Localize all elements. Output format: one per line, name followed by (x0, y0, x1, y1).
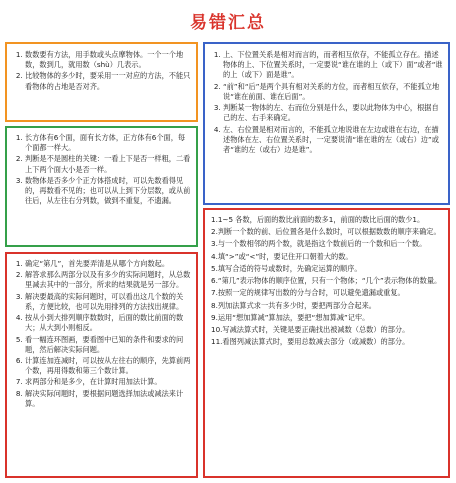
red-left-item-1: 1. 确定“第几”，首先要弄清是从哪个方向数起。 (25, 259, 192, 269)
orange-item-2: 2. 比较物体的多少时，要采用一一对应的方法，不能只看物体的占地是否对齐。 (25, 71, 192, 91)
blue-item-2: 2. “前”和“后”是两个具有相对关系的方位，而者相互依存，不能孤立地说“谁在前面、谁在后面”。 (223, 82, 444, 102)
red-right-item-10: 10.写减法算式时，关键是要正确找出被减数（总数）的部分。 (211, 324, 410, 334)
red-right-item-4: 4.填“>”或“<”时，要记住开口朝着大的数。 (211, 251, 353, 261)
blue-item-4: 4. 左、右位置是相对而言的，不能孤立地说谁在左边或谁在右边，在描述物体在左、右位置关系时，一定要说清“谁在谁的左（或右）边”或者“谁的左（或右）边是谁”。 (223, 125, 444, 156)
red-left-box-list (7, 254, 196, 409)
red-right-box (203, 208, 450, 478)
red-right-item-11: 11.看图列减法算式时，要用总数减去部分（或减数）的部分。 (211, 337, 410, 347)
green-box-list (7, 128, 196, 207)
red-left-item-2: 2. 解答求那么两部分以及有多少的实际问题时，从总数里减去其中的一部分，所求的结果就是另一部分。 (25, 270, 192, 290)
red-right-box-content (205, 210, 448, 347)
red-left-item-4: 4. 按从小到大排列顺序数数时，后面的数比前面的数大；从大到小则相反。 (25, 313, 192, 333)
red-right-item-9: 9.运用“想加算减”算加法，要把“想加算减”记牢。 (211, 312, 370, 322)
red-right-item-2: 2.判断一个数的前、后位置各是什么数时，可以根据数数的顺序来确定。 (211, 227, 441, 237)
green-box (5, 126, 198, 247)
green-item-1: 1. 长方体有6个面，面有长方体，正方体有6个面，每个面都一样大。 (25, 133, 192, 153)
green-item-3: 3. 数物体是否多少个正方体搭成时，可以先数看得见的，再数看不见的；也可以从上到下分层数，或从前往后，从左往右分列数，做到不重复，不遗漏。 (25, 176, 192, 207)
red-left-item-3: 3. 解决要最高的实际问题时，可以看出这几个数的关系，方便比较，也可以先用排列的方法找出规律。 (25, 292, 192, 312)
red-left-item-5: 5. 看一幅连环图画，要看图中已知的条件和要求的问题，然后解决实际问题。 (25, 335, 192, 355)
blue-box-list (205, 44, 448, 155)
blue-box (203, 42, 450, 205)
red-right-item-6: 6.“第几”表示物体的顺序位置，只有一个物体；“几个”表示物体的数量。 (211, 276, 442, 286)
blue-item-1: 1. 上、下位置关系是相对而言的，而者相互依存，不能孤立存在。描述物体的上、下位置关系时，一定要说“谁在谁的上（或下）面”或者“谁的上（或下）面是谁”。 (223, 50, 444, 81)
red-left-item-8: 8. 解决实际问题时，要根据问题选择加法或减法来计算。 (25, 389, 192, 409)
blue-item-3: 3. 判断某一物体的左、右而位分别是什么，要以此物体为中心，根据自己的左、右手来确定。 (223, 103, 444, 123)
red-right-item-3: 3.与一个数相邻的两个数，就是指这个数前后的一个数和后一个数。 (211, 239, 427, 249)
green-item-2: 2. 判断是不是圆柱的关键：一看上下是否一样粗，二看上下两个面大小是否一样。 (25, 154, 192, 174)
red-right-item-8: 8.列加法算式求一共有多少时，要把两部分合起来。 (211, 300, 376, 310)
orange-item-1: 1. 数数要有方法，用手数或头点摩物体。一个一个地数，数到几，就用数（shù）几表示。 (25, 50, 192, 70)
red-left-box (5, 252, 198, 478)
red-left-item-7: 7. 求两部分和是多少，在计算时用加法计算。 (25, 377, 192, 387)
orange-box (5, 42, 198, 122)
red-right-item-5: 5.填写合适的符号或数时，先确定运算的顺序。 (211, 263, 362, 273)
orange-box-list (7, 44, 196, 92)
red-right-item-1: 1.1~5 各数，后面的数比前面的数多1，前面的数比后面的数少1。 (211, 215, 425, 224)
red-right-item-7: 7.按照一定的规律写出数的分与合时，可以避免遗漏或重复。 (211, 288, 405, 298)
red-left-item-6: 6. 计算连加连减时，可以按从左往右的顺序，先算前两个数，再用得数和第三个数计算。 (25, 356, 192, 376)
page-title: 易错汇总 (190, 13, 266, 33)
